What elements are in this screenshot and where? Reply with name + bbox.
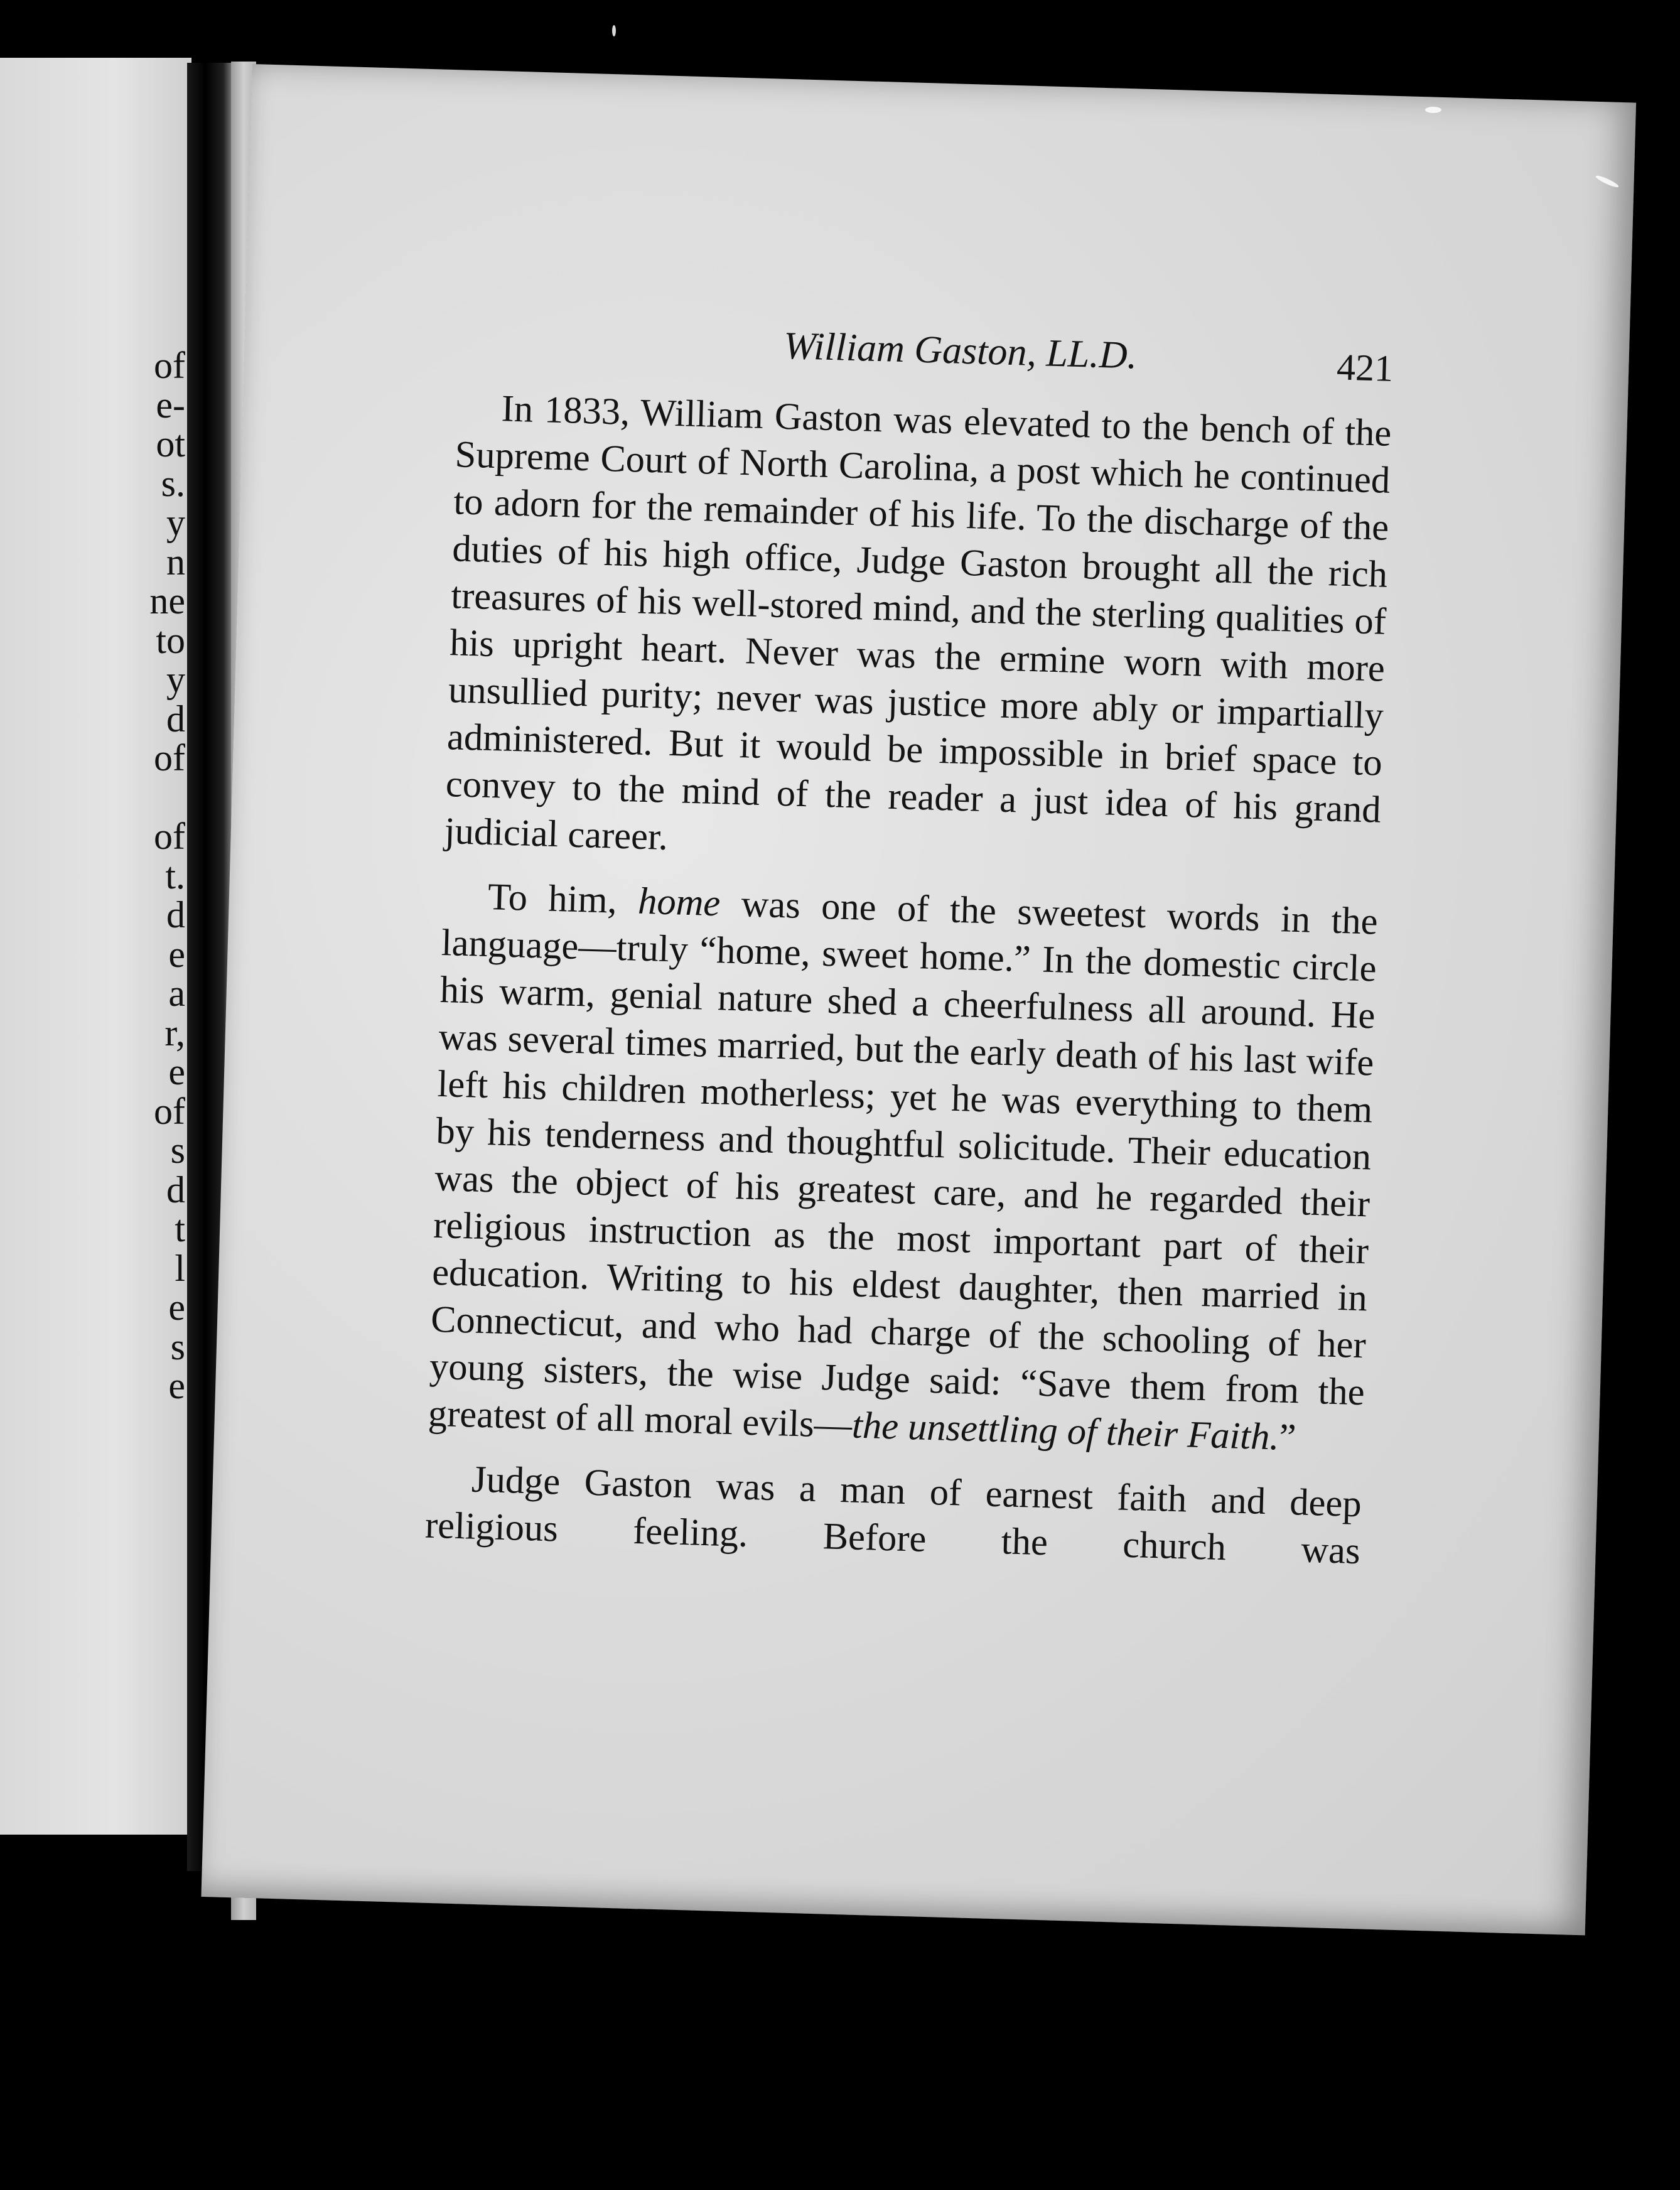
left-page-line-fragment: d (166, 698, 185, 740)
left-page-line-fragment: n (166, 541, 185, 583)
left-page-line-fragment: of (154, 1090, 185, 1132)
italic-text: the unsettling of their Faith. (851, 1404, 1280, 1459)
book-page (201, 64, 1636, 1935)
previous-page-fragment (0, 58, 191, 1835)
left-page-line-fragment: of (154, 345, 185, 386)
left-page-line-fragment: e (168, 1051, 185, 1092)
body-text (424, 384, 1392, 1575)
paragraph-appointment (444, 384, 1392, 880)
left-page-line-fragment: e (168, 1365, 185, 1406)
left-page-line-fragment: y (166, 502, 185, 543)
left-page-line-fragment: s (170, 1325, 185, 1367)
text-run: In 1833, William Gaston was elevated to the bench of the Supreme Court of North Carolina, a post which he continued to adorn for the remainder of his life. To the discharge of the duties of his high office, Judge Gaston brought all the rich treasures of his well-stored mind, and the sterling qualities of his upright heart. Never was the ermine worn with more unsullied purity; never was justice more ably or impartially administered. But it would be impossible in brief space to convey to the mind of the reader a just idea of his grand judicial career. (444, 387, 1392, 858)
left-page-line-fragment: ot (156, 423, 185, 465)
text-run: was one of the sweetest words in the language—truly “home, sweet home.” In the domestic circle his warm, genial nature shed a cheerfulness all around. He was several times married, but the early death of his last wife left his children motherless; yet he was everything to them by his tenderness and thoughtful solicitude. Their education was the object of his greatest care, and he regarded their religious instruction as the most important part of their education. Writing to his eldest daughter, then married in Connecticut, and who had charge of the schooling of her young sisters, the wise Judge said: “Save them from the greatest of all moral evils— (428, 882, 1379, 1447)
running-title: William Gaston, LL.D. (783, 324, 1138, 377)
left-page-line-fragment: l (175, 1247, 185, 1289)
text-run: ” (1278, 1416, 1297, 1459)
page-number: 421 (1336, 346, 1394, 389)
left-page-line-fragment: d (166, 1168, 185, 1211)
film-speck (1425, 107, 1441, 113)
left-page-line-fragment: to (156, 619, 185, 661)
left-page-line-fragment: t (175, 1208, 185, 1249)
text-run: Judge Gaston was a man of earnest faith and deep religious feeling. Before the church was (424, 1458, 1362, 1573)
left-page-line-fragment: e (168, 1286, 185, 1328)
left-page-line-fragment: t. (165, 855, 185, 897)
left-page-line-fragment: d (166, 894, 185, 936)
text-run: To him, (487, 876, 639, 922)
left-page-line-fragment: a (168, 973, 185, 1014)
left-page-line-fragment: e (168, 933, 185, 975)
left-page-line-fragment: s (170, 1130, 185, 1171)
paragraph-home-life (428, 872, 1379, 1463)
left-page-line-fragment: y (166, 659, 185, 700)
italic-text: home (637, 880, 721, 925)
paragraph-religious-feeling (424, 1455, 1362, 1575)
left-page-line-fragment: s. (161, 462, 185, 504)
film-speck (612, 25, 616, 36)
left-page-line-fragment: of (154, 737, 185, 779)
left-page-line-fragment: e- (156, 384, 185, 426)
left-page-line-fragment: r, (164, 1011, 185, 1054)
left-page-line-fragment: of (154, 816, 185, 857)
left-page-line-fragment: ne (149, 580, 185, 622)
